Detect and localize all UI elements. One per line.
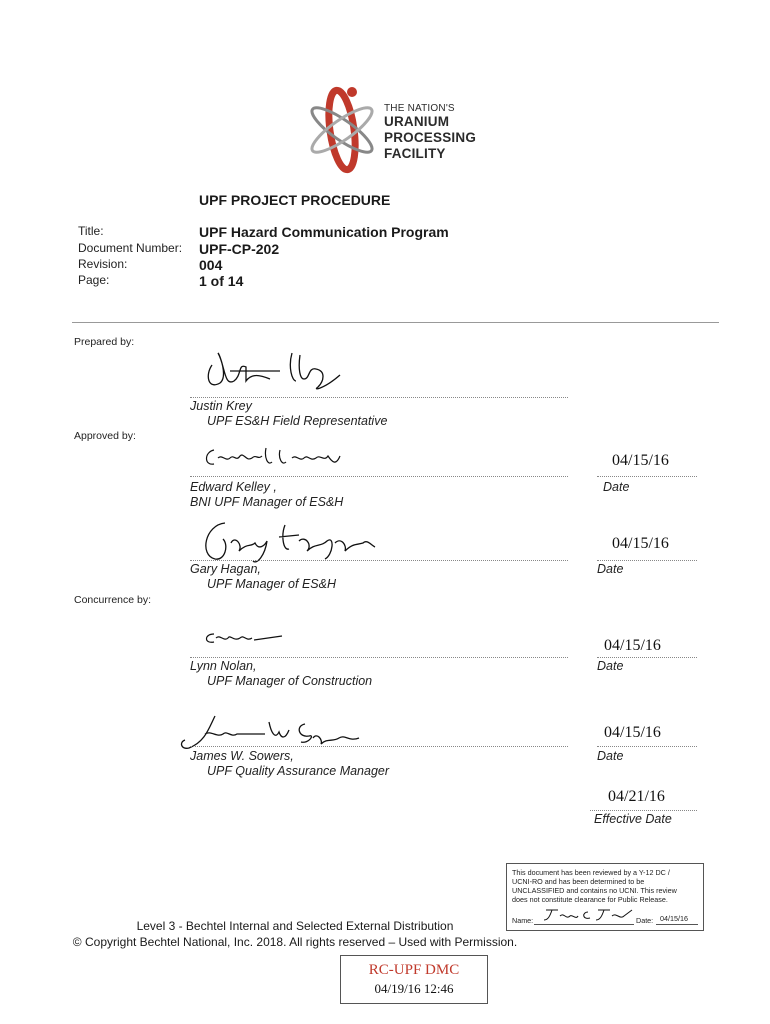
approved-by-label: Approved by: bbox=[74, 430, 136, 442]
logo-line-4: FACILITY bbox=[384, 146, 446, 161]
prepared-by-label: Prepared by: bbox=[74, 336, 135, 348]
procedure-heading: UPF PROJECT PROCEDURE bbox=[199, 192, 391, 208]
nolan-title: UPF Manager of Construction bbox=[207, 674, 373, 688]
title-value: UPF Hazard Communication Program bbox=[199, 224, 449, 240]
logo-line-2: URANIUM bbox=[384, 114, 450, 129]
kelley-date-line bbox=[597, 476, 697, 477]
review-date-value: 04/15/16 bbox=[660, 914, 688, 923]
review-text: This document has been reviewed by a Y-12 DC / UCNI-RO and has been determined to be UNCLASSIFIED and contains no UCNI. This review does not constitute clearance for Public Release. bbox=[512, 868, 677, 904]
nolan-signature bbox=[200, 628, 290, 648]
review-date-label: Date: bbox=[636, 916, 654, 925]
revision-value: 004 bbox=[199, 257, 223, 273]
kelley-signature bbox=[200, 444, 350, 474]
nolan-name: Lynn Nolan, bbox=[190, 659, 257, 673]
sowers-signature bbox=[175, 712, 375, 754]
page-label: Page: bbox=[78, 273, 110, 287]
nolan-sig-line bbox=[190, 657, 568, 658]
sowers-date-label: Date bbox=[597, 749, 624, 763]
hagan-date-line bbox=[597, 560, 697, 561]
page-value: 1 of 14 bbox=[199, 273, 244, 289]
review-name-label: Name: bbox=[512, 916, 534, 925]
kelley-title: BNI UPF Manager of ES&H bbox=[190, 495, 344, 509]
hagan-date-label: Date bbox=[597, 562, 624, 576]
doc-number-label: Document Number: bbox=[78, 241, 183, 255]
stamp-line-2: 04/19/16 12:46 bbox=[374, 981, 454, 996]
kelley-date-label: Date bbox=[603, 480, 630, 494]
nolan-date-line bbox=[597, 657, 697, 658]
krey-signature bbox=[200, 345, 360, 395]
revision-label: Revision: bbox=[78, 257, 128, 271]
sowers-sig-line bbox=[190, 746, 568, 747]
krey-name: Justin Krey bbox=[190, 399, 252, 413]
effective-date-line bbox=[590, 810, 697, 811]
sowers-name: James W. Sowers, bbox=[190, 749, 294, 763]
doc-number-value: UPF-CP-202 bbox=[199, 241, 280, 257]
copyright-notice: © Copyright Bechtel National, Inc. 2018. All rights reserved – Used with Permission. bbox=[72, 935, 518, 949]
dmc-stamp bbox=[340, 955, 488, 1004]
nolan-date: 04/15/16 bbox=[604, 637, 661, 654]
sowers-date: 04/15/16 bbox=[604, 724, 661, 741]
sowers-title: UPF Quality Assurance Manager bbox=[207, 764, 390, 778]
hagan-sig-line bbox=[190, 560, 568, 561]
kelley-name: Edward Kelley , bbox=[190, 480, 277, 494]
concurrence-by-label: Concurrence by: bbox=[74, 594, 152, 606]
logo-line-1: THE NATION'S bbox=[384, 103, 455, 114]
atom-logo-icon bbox=[300, 80, 380, 180]
kelley-sig-line bbox=[190, 476, 568, 477]
sowers-date-line bbox=[597, 746, 697, 747]
nolan-date-label: Date bbox=[597, 659, 624, 673]
logo-line-3: PROCESSING bbox=[384, 130, 477, 145]
header-divider bbox=[72, 322, 719, 323]
krey-title: UPF ES&H Field Representative bbox=[207, 414, 388, 428]
hagan-date: 04/15/16 bbox=[612, 535, 669, 552]
hagan-title: UPF Manager of ES&H bbox=[207, 577, 336, 591]
kelley-date: 04/15/16 bbox=[612, 452, 669, 469]
hagan-name: Gary Hagan, bbox=[190, 562, 261, 576]
krey-sig-line bbox=[190, 397, 568, 398]
effective-date-label: Effective Date bbox=[594, 812, 672, 826]
upf-logo bbox=[300, 80, 480, 180]
hagan-signature bbox=[195, 515, 395, 565]
title-label: Title: bbox=[78, 224, 104, 238]
stamp-line-1: RC-UPF DMC bbox=[368, 962, 460, 978]
distribution-notice: Level 3 - Bechtel Internal and Selected External Distribution bbox=[136, 919, 454, 933]
effective-date-value: 04/21/16 bbox=[608, 788, 665, 805]
